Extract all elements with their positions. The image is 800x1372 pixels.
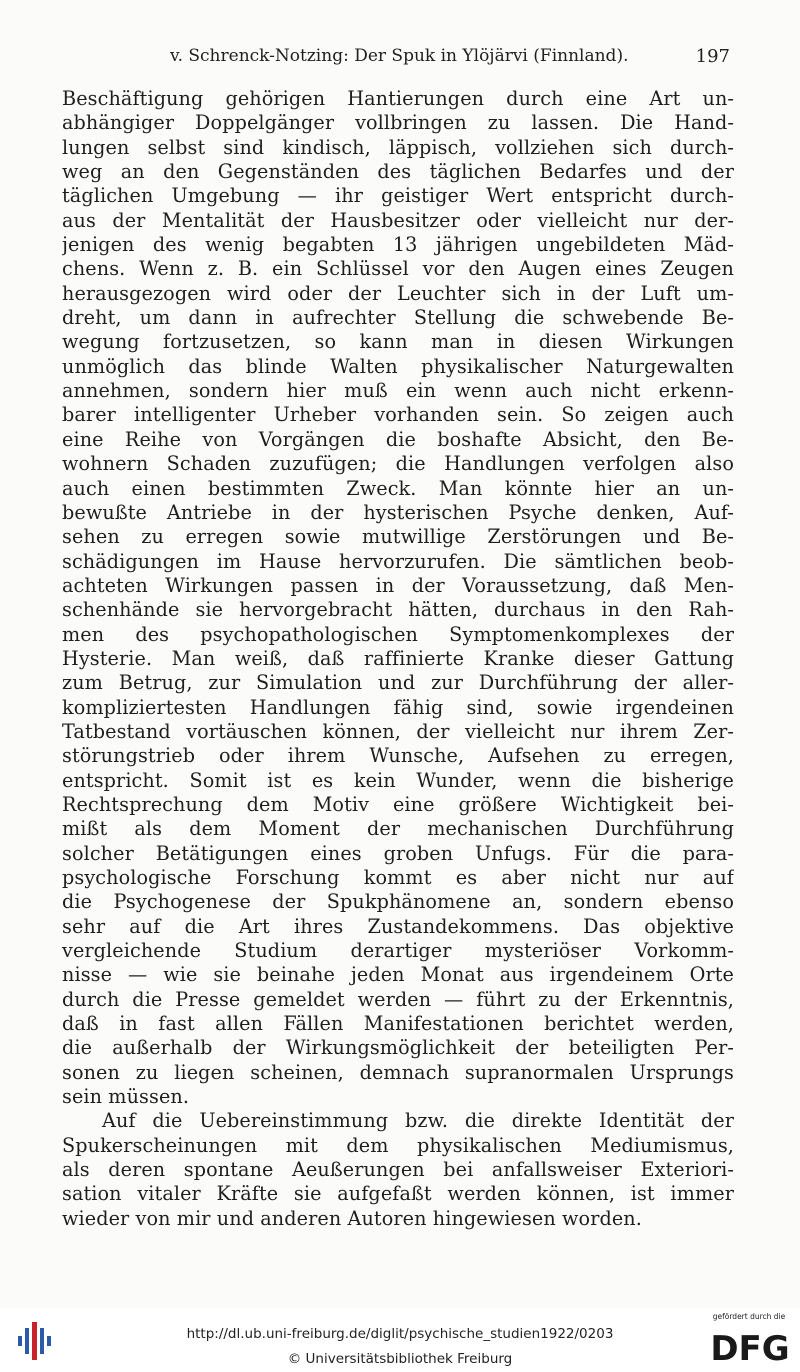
dfg-logo-text: DFG — [710, 1329, 790, 1368]
dfg-logo-icon — [710, 1326, 790, 1368]
text-line: Tatbestand vortäuschen können, der vielleicht nur ihrem Zer- — [62, 719, 734, 743]
text-line: als deren spontane Aeußerungen bei anfallsweiser Exteriori- — [62, 1158, 734, 1182]
text-line: herausgezogen wird oder der Leuchter sich in der Luft um- — [62, 281, 734, 305]
text-line: sein müssen. — [62, 1085, 190, 1109]
text-line: annehmen, sondern hier muß ein wenn auch nicht erkenn- — [62, 379, 734, 403]
text-line: schenhände sie hervorgebracht hätten, durchaus in den Rah- — [62, 598, 734, 622]
text-line: weg an den Gegenständen des täglichen Bedarfes und der — [62, 160, 734, 184]
dfg-caption: gefördert durch die — [712, 1312, 786, 1321]
text-line: unmöglich das blinde Walten physikalischer Naturgewalten — [62, 354, 734, 378]
text-line: Auf die Uebereinstimmung bzw. die direkte Identität der — [102, 1109, 734, 1133]
text-line: sehr auf die Art ihres Zustandekommens. Das objektive — [62, 914, 734, 938]
text-line: durch die Presse gemeldet werden — führt zu der Erkenntnis, — [62, 987, 734, 1011]
text-line: dreht, um dann in aufrechter Stellung die schwebende Be- — [62, 306, 734, 330]
copyright-notice: © Universitätsbibliothek Freiburg — [287, 1351, 513, 1367]
text-line: Hysterie. Man weiß, daß raffinierte Kranke dieser Gattung — [62, 646, 734, 670]
page-header — [170, 46, 730, 76]
text-line: Rechtsprechung dem Motiv eine größere Wichtigkeit bei- — [62, 792, 734, 816]
text-line: sehen zu erregen sowie mutwillige Zerstörungen und Be- — [62, 525, 734, 549]
dfg-logo[interactable] — [706, 1312, 792, 1370]
text-line: auch einen bestimmten Zweck. Man könnte hier an un- — [62, 476, 734, 500]
page-number: 197 — [695, 46, 730, 67]
text-line: Beschäftigung gehörigen Hantierungen durch eine Art un- — [62, 87, 734, 110]
source-url-link[interactable]: http://dl.ub.uni-freiburg.de/diglit/psychische_studien1922/0203 — [186, 1326, 614, 1342]
text-line: aus der Mentalität der Hausbesitzer oder vielleicht nur der- — [62, 208, 734, 232]
text-line: wegung fortzusetzen, so kann man in diesen Wirkungen — [62, 330, 734, 354]
footer — [0, 1308, 800, 1372]
text-line: die außerhalb der Wirkungsmöglichkeit der beteiligten Per- — [62, 1036, 734, 1060]
text-line: eine Reihe von Vorgängen die boshafte Absicht, den Be- — [62, 427, 734, 451]
text-line: zum Betrug, zur Simulation und zur Durchführung der aller- — [62, 671, 734, 695]
text-line: lungen selbst sind kindisch, läppisch, vollziehen sich durch- — [62, 135, 734, 159]
text-line: kompliziertesten Handlungen fähig sind, sowie irgendeinen — [62, 695, 734, 719]
text-line: achteten Wirkungen passen in der Voraussetzung, daß Men- — [62, 573, 734, 597]
text-line: bewußte Antriebe in der hysterischen Psyche denken, Auf- — [62, 500, 734, 524]
text-line: die Psychogenese der Spukphänomene an, sondern ebenso — [62, 890, 734, 914]
text-line: mißt als dem Moment der mechanischen Durchführung — [62, 817, 734, 841]
text-line: abhängiger Doppelgänger vollbringen zu lassen. Die Hand- — [62, 111, 734, 135]
text-line: wohnern Schaden zuzufügen; die Handlungen verfolgen also — [62, 452, 734, 476]
text-line: täglichen Umgebung — ihr geistiger Wert entspricht durch- — [62, 184, 734, 208]
text-line: barer intelligenter Urheber vorhanden sein. So zeigen auch — [62, 403, 734, 427]
text-line: solcher Betätigungen eines groben Unfugs. Für die para- — [62, 841, 734, 865]
text-line: schädigungen im Hause hervorzurufen. Die sämtlichen beob- — [62, 549, 734, 573]
text-line: psychologische Forschung kommt es aber nicht nur auf — [62, 866, 734, 889]
text-line: chens. Wenn z. B. ein Schlüssel vor den Augen eines Zeugen — [62, 257, 734, 281]
text-line: daß in fast allen Fällen Manifestationen berichtet werden, — [62, 1012, 734, 1036]
text-line: störungstrieb oder ihrem Wunsche, Aufsehen zu erregen, — [62, 744, 734, 768]
text-line: sation vitaler Kräfte sie aufgefaßt werden können, ist immer — [62, 1182, 734, 1206]
running-title: v. Schrenck-Notzing: Der Spuk in Ylöjärvi (Finnland). — [170, 46, 629, 66]
text-line: entspricht. Somit ist es kein Wunder, wenn die bisherige — [62, 768, 734, 792]
text-line: Spukerscheinungen mit dem physikalischen Mediumismus, — [62, 1133, 734, 1157]
text-line: nisse — wie sie beinahe jeden Monat aus irgendeinem Orte — [62, 963, 734, 987]
text-line: jenigen des wenig begabten 13 jährigen ungebildeten Mäd- — [62, 233, 734, 257]
text-line: sonen zu liegen scheinen, demnach supranormalen Ursprungs — [62, 1060, 734, 1084]
text-line: wieder von mir und anderen Autoren hingewiesen worden. — [62, 1206, 642, 1230]
body-text — [62, 87, 734, 1231]
text-line: vergleichende Studium derartiger mysteriöser Vorkomm- — [62, 939, 734, 963]
text-line: men des psychopathologischen Symptomenkomplexes der — [62, 622, 734, 646]
